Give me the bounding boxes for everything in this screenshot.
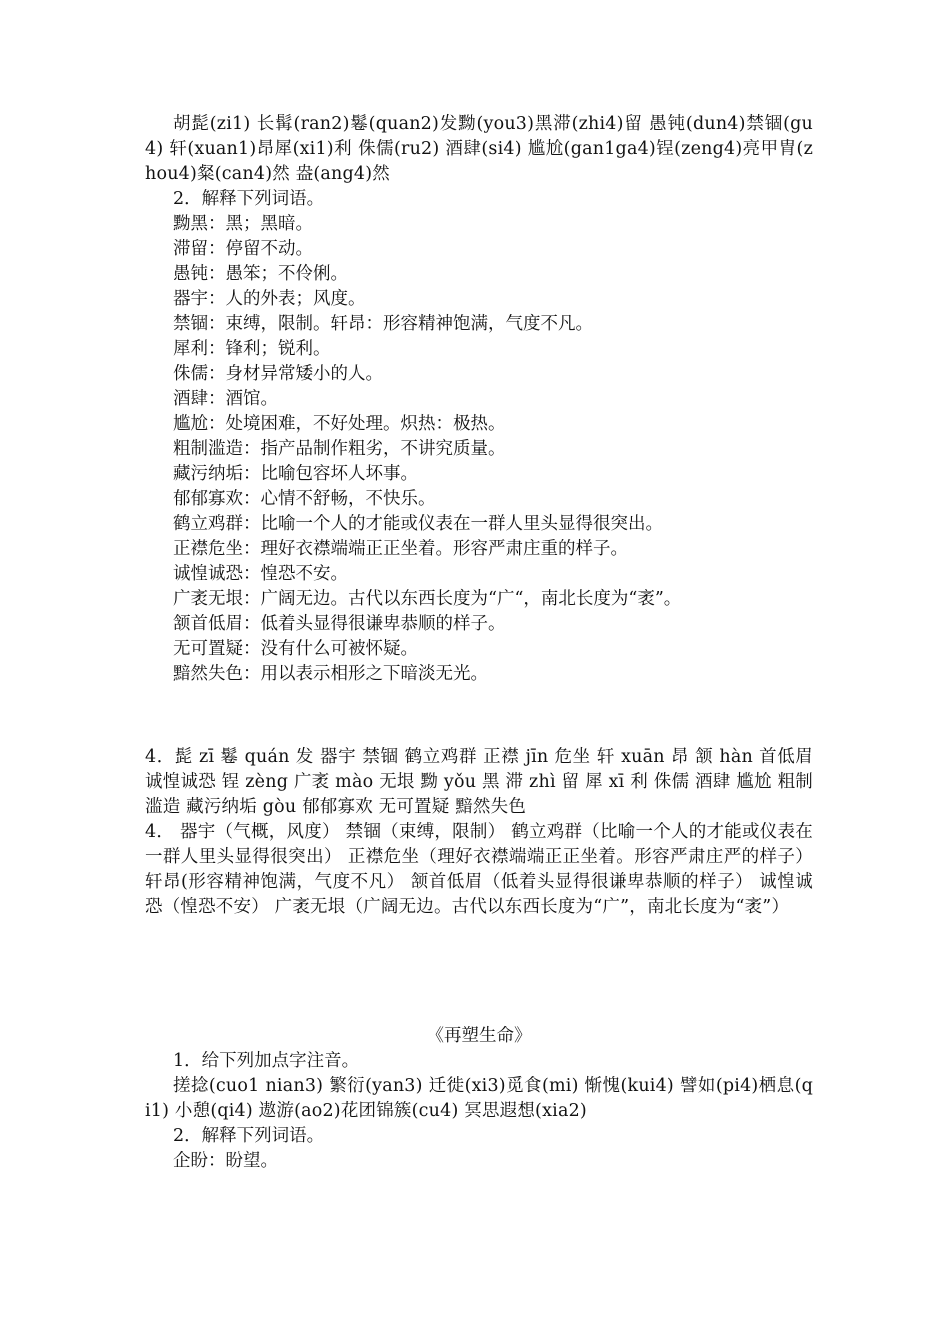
pinyin-paragraph-2: 搓捻(cuo1 nian3) 繁衍(yan3) 迁徙(xi3)觅食(mi) 惭愧(kui4) 譬如(pi4)栖息(qi1) 小憩(qi4) 遨游(ao2)花团锦簇(cu4) 冥思遐想(xia2) (145, 1076, 813, 1121)
definition-line: 诚惶诚恐：惶恐不安。 (173, 564, 348, 584)
definition-line: 藏污纳垢：比喻包容坏人坏事。 (173, 464, 418, 484)
document-page (145, 112, 813, 1174)
pinyin-paragraph: 胡髭(zi1) 长髯(ran2)鬈(quan2)发黝(you3)黑滞(zhi4)留 愚钝(dun4)禁锢(gu4) 轩(xuan1)昂犀(xi1)利 侏儒(ru2) 酒肆(si4) 尴尬(gan1ga4)锃(zeng4)亮甲胄(zhou4)粲(can4)然 盎(ang4)然 (145, 114, 813, 184)
section-heading-explain: 2．解释下列词语。 (173, 189, 325, 209)
definition-line: 滞留：停留不动。 (173, 239, 313, 259)
definition-line: 广袤无垠：广阔无边。古代以东西长度为“广“，南北长度为“袤”。 (173, 589, 682, 609)
lesson-title: 《再塑生命》 (426, 1026, 532, 1046)
definition-line: 黝黑：黑；黑暗。 (173, 214, 313, 234)
definition-line: 禁锢：束缚，限制。轩昂：形容精神饱满，气度不凡。 (173, 314, 593, 334)
section-heading-explain-2: 2．解释下列词语。 (173, 1126, 325, 1146)
definition-line: 正襟危坐：理好衣襟端端正正坐着。形容严肃庄重的样子。 (173, 539, 628, 559)
definition-line: 器宇：人的外表；风度。 (173, 289, 366, 309)
definition-line: 黯然失色：用以表示相形之下暗淡无光。 (173, 664, 488, 684)
item-4-explanations: 4． 器宇（气概，风度） 禁锢（束缚，限制） 鹤立鸡群（比喻一个人的才能或仪表在一群人里头显得很突出） 正襟危坐（理好衣襟端端正正坐着。形容严肃庄严的样子） 轩昂(形容精神饱满，气度不凡） 颔首低眉（低着头显得很谦卑恭顺的样子） 诚惶诚恐（惶恐不安） 广袤无垠（广阔无边。古代以东西长度为“广”，南北长度为“袤”） (145, 822, 813, 917)
definition-line: 无可置疑：没有什么可被怀疑。 (173, 639, 418, 659)
definition-line: 侏儒：身材异常矮小的人。 (173, 364, 383, 384)
spacer (145, 687, 813, 745)
spacer (145, 920, 813, 1024)
definition-line: 犀利：锋利；锐利。 (173, 339, 331, 359)
definition-line: 尴尬：处境困难，不好处理。炽热：极热。 (173, 414, 506, 434)
definition-line: 颔首低眉：低着头显得很谦卑恭顺的样子。 (173, 614, 506, 634)
definition-line: 粗制滥造：指产品制作粗劣，不讲究质量。 (173, 439, 506, 459)
definition-line: 愚钝：愚笨；不伶俐。 (173, 264, 348, 284)
definition-line: 鹤立鸡群：比喻一个人的才能或仪表在一群人里头显得很突出。 (173, 514, 663, 534)
definition-line: 企盼：盼望。 (173, 1151, 278, 1171)
section-heading-pinyin: 1．给下列加点字注音。 (173, 1051, 360, 1071)
definition-line: 酒肆：酒馆。 (173, 389, 278, 409)
definition-line: 郁郁寡欢：心情不舒畅，不快乐。 (173, 489, 436, 509)
item-4-word-list: 4．髭 zī 鬈 quán 发 器宇 禁锢 鹤立鸡群 正襟 jīn 危坐 轩 xuān 昂 颔 hàn 首低眉 诚惶诚恐 锃 zèng 广袤 mào 无垠 黝 yǒu 黑 滞 zhì 留 犀 xī 利 侏儒 酒肆 尴尬 粗制滥造 藏污纳垢 gòu 郁郁寡欢 无可置疑 黯然失色 (145, 747, 813, 817)
